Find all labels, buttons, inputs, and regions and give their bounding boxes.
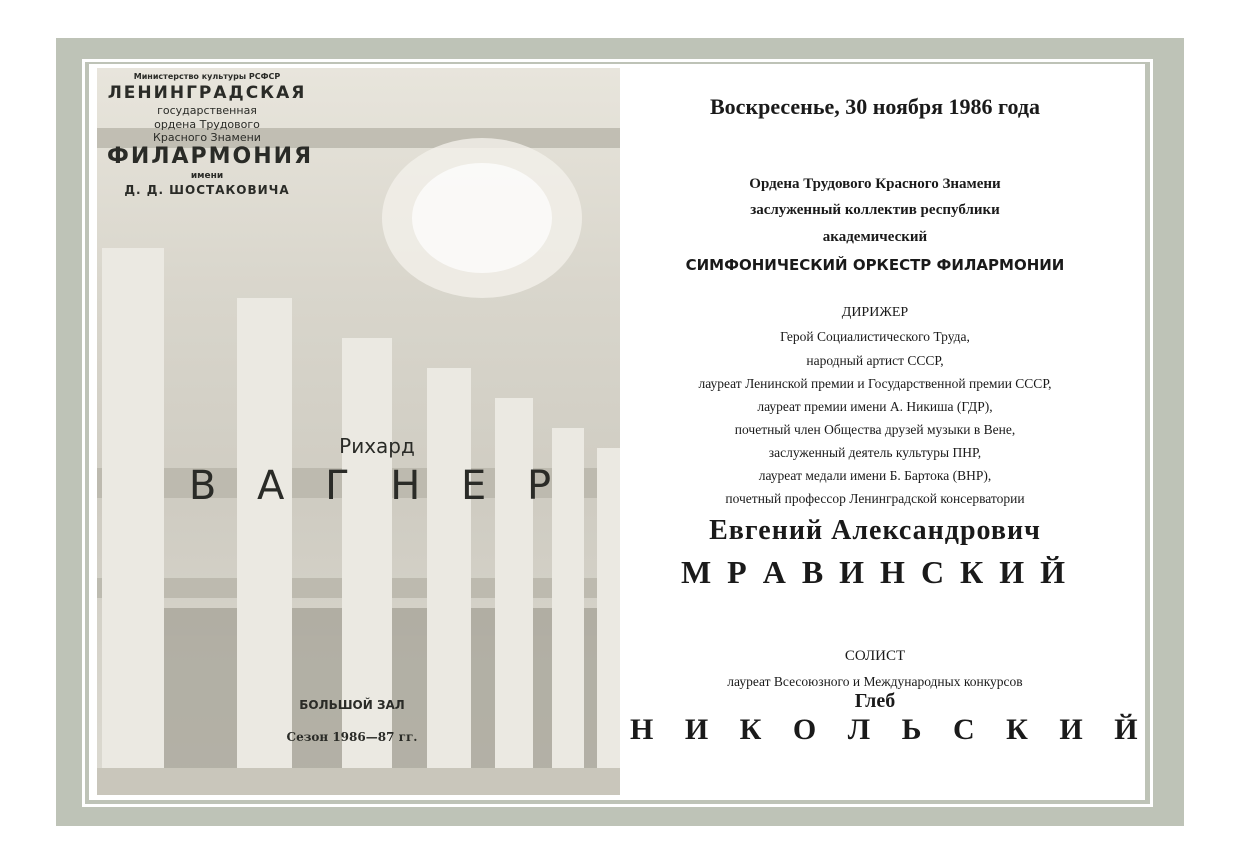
conductor-title: лауреат премии имени А. Никиша (ГДР), [757, 399, 993, 414]
conductor-title: заслуженный деятель культуры ПНР, [768, 445, 982, 460]
org-line-5: ФИЛАРМОНИЯ [107, 144, 314, 169]
concert-date: Воскресенье, 30 ноября 1986 года [710, 94, 1040, 119]
ministry-label: Министерство культуры РСФСР [133, 72, 281, 81]
soloist-title: лауреат Всесоюзного и Международных конкурсов [727, 674, 1023, 689]
conductor-label: ДИРИЖЕР [841, 305, 909, 320]
org-line-3: ордена Трудового [154, 118, 260, 131]
conductor-title: лауреат медали имени Б. Бартока (ВНР), [758, 468, 992, 483]
soloist-label: СОЛИСТ [844, 648, 906, 664]
hall-photo-cover [97, 68, 620, 795]
org-line-2: государственная [157, 104, 257, 117]
orchestra-line-3: академический [822, 229, 928, 245]
season-label: Сезон 1986—87 гг. [286, 730, 418, 744]
hall-name: БОЛЬШОЙ ЗАЛ [299, 698, 405, 712]
conductor-title: почетный член Общества друзей музыки в Вене, [734, 422, 1016, 437]
composer-first-name: Рихард [339, 434, 415, 458]
org-line-7: Д. Д. ШОСТАКОВИЧА [124, 183, 290, 197]
org-line-1: ЛЕНИНГРАДСКАЯ [107, 83, 307, 103]
orchestra-line-1: Ордена Трудового Красного Знамени [749, 176, 1001, 192]
conductor-title: народный артист СССР, [806, 353, 944, 368]
orchestra-line-2: заслуженный коллектив республики [750, 202, 1000, 218]
soloist-surname: Н И К О Л Ь С К И Й [630, 713, 1150, 746]
org-line-4: Красного Знамени [153, 131, 261, 144]
conductor-title: лауреат Ленинской премии и Государственной премии СССР, [698, 376, 1052, 391]
conductor-title: Герой Социалистического Труда, [780, 329, 970, 344]
org-line-6: имени [190, 171, 224, 181]
conductor-name: Евгений Александрович [709, 515, 1041, 546]
conductor-surname: М Р А В И Н С К И Й [680, 554, 1070, 590]
soloist-name: Глеб [854, 690, 896, 712]
composer-last-name: В А Г Н Е Р [188, 463, 566, 509]
orchestra-name: СИМФОНИЧЕСКИЙ ОРКЕСТР ФИЛАРМОНИИ [685, 256, 1065, 274]
conductor-title: почетный профессор Ленинградской консерватории [725, 491, 1025, 506]
